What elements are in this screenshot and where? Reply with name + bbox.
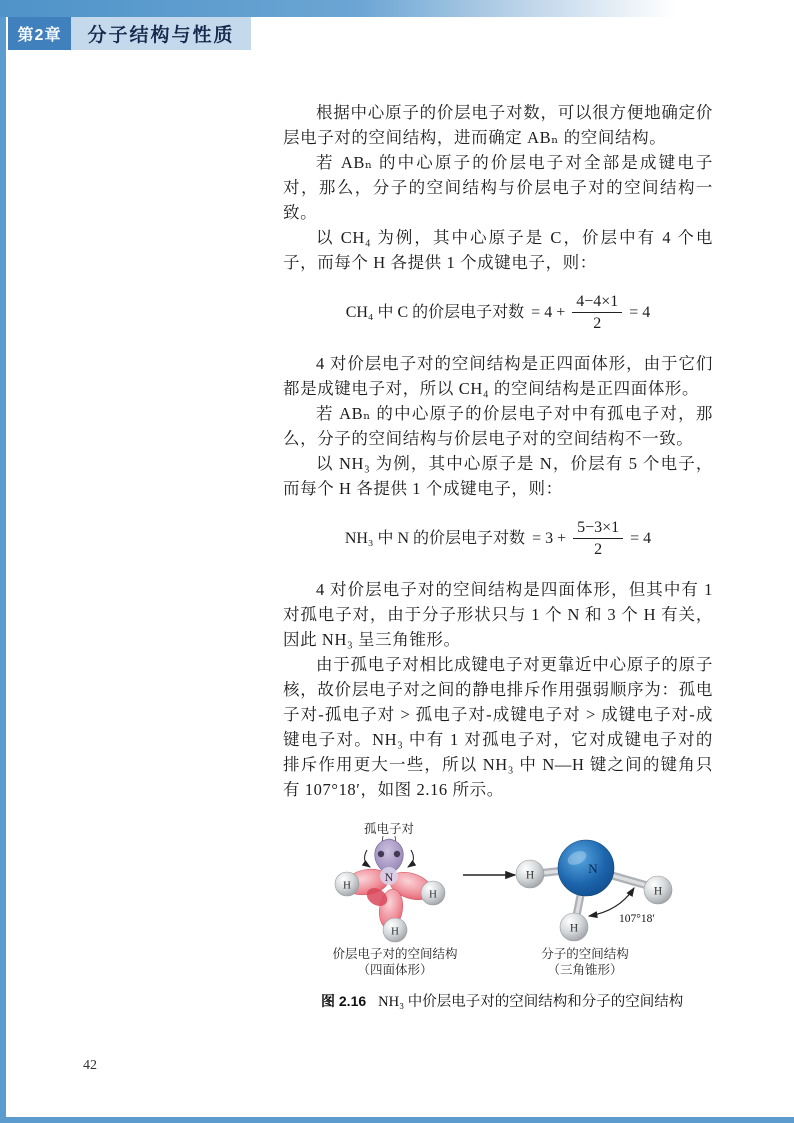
formula-lead: NH₃ 中 N 的价层电子对数	[344, 530, 526, 547]
nh3-structures-illustration	[311, 820, 711, 946]
hydrogen-label: H	[653, 885, 663, 898]
repulsion-arrow-icon	[365, 850, 370, 867]
hydrogen-label: H	[525, 869, 535, 882]
hydrogen-label: H	[429, 888, 437, 901]
formula-result: = 4	[630, 530, 652, 547]
hydrogen-label: H	[569, 922, 579, 935]
fraction-numerator: 4−4×1	[572, 292, 622, 313]
electron-dot	[394, 851, 400, 857]
repulsion-arrow-icon	[408, 850, 413, 867]
nitrogen-atom	[558, 840, 614, 896]
figure-caption-text: NH₃ 中价层电子对的空间结构和分子的空间结构	[378, 994, 684, 1010]
bond-angle-label: 107°18′	[619, 913, 655, 925]
formula-nh3-electron-pairs	[283, 518, 713, 559]
figure-caption	[321, 990, 723, 1011]
paragraph: 以 NH₃ 为例，其中心原子是 N，价层有 5 个电子，而每个 H 各提供 1 个成键电子，则：	[283, 454, 713, 498]
paragraph: 4 对价层电子对的空间结构是正四面体形，由于它们都是成键电子对，所以 CH₄ 的空间结构是正四面体形。	[283, 354, 713, 398]
caption-line: （四面体形）	[357, 963, 433, 977]
caption-line: 分子的空间结构	[541, 947, 629, 961]
header-gradient-strip	[0, 0, 794, 17]
figure-number: 图 2.16	[321, 993, 367, 1009]
left-structure-caption	[295, 946, 495, 978]
lone-pair-label: 孤电子对	[363, 822, 415, 836]
formula-mid: = 4 +	[531, 304, 566, 321]
fraction-denominator: 2	[593, 315, 602, 332]
vsepr-orbital-model	[335, 821, 445, 942]
paragraph: 根据中心原子的价层电子对数，可以很方便地确定价层电子对的空间结构，进而确定 ABₙ 的空间结构。	[283, 103, 713, 147]
fraction	[572, 292, 622, 333]
body-text-column	[283, 100, 713, 802]
fraction	[573, 518, 623, 559]
nitrogen-label: N	[384, 870, 394, 884]
paragraph: 若 ABₙ 的中心原子的价层电子对全部是成键电子对，那么，分子的空间结构与价层电子对的空间结构一致。	[283, 153, 713, 222]
right-structure-caption	[505, 946, 665, 978]
fraction-numerator: 5−3×1	[573, 518, 623, 539]
structure-captions	[283, 946, 723, 982]
formula-lead: CH₄ 中 C 的价层电子对数	[345, 304, 525, 321]
paragraph: 由于孤电子对相比成键电子对更靠近中心原子的原子核，故价层电子对之间的静电排斥作用强弱顺序为：孤电子对-孤电子对 > 孤电子对-成键电子对 > 成键电子对-成键电子对。NH₃ 中有 1 对孤电子对，它对成键电子对的排斥作用更大一些，所以 NH₃ 中 N—H 键之间的键角只有 107°18′，如图 2.16 所示。	[283, 655, 713, 799]
formula-result: = 4	[629, 304, 651, 321]
caption-line: （三角锥形）	[547, 963, 623, 977]
fraction-denominator: 2	[594, 541, 603, 558]
page-edge-strip-left	[0, 0, 6, 1123]
paragraph: 以 CH₄ 为例，其中心原子是 C，价层中有 4 个电子，而每个 H 各提供 1 个成键电子，则：	[283, 228, 713, 272]
caption-line: 价层电子对的空间结构	[332, 947, 458, 961]
electron-dot	[378, 851, 384, 857]
page-edge-strip-bottom	[0, 1117, 794, 1123]
hydrogen-label: H	[343, 879, 351, 892]
ball-and-stick-model	[516, 840, 672, 941]
formula-mid: = 3 +	[532, 530, 567, 547]
nitrogen-label: N	[588, 861, 598, 876]
chapter-title: 分子结构与性质	[71, 17, 251, 50]
paragraph: 4 对价层电子对的空间结构是四面体形，但其中有 1 对孤电子对，由于分子形状只与 1 个 N 和 3 个 H 有关，因此 NH₃ 呈三角锥形。	[283, 580, 713, 649]
paragraph: 若 ABₙ 的中心原子的价层电子对中有孤电子对，那么，分子的空间结构与价层电子对的空间结构不一致。	[283, 404, 713, 448]
figure-2-16	[283, 820, 723, 1011]
formula-ch4-electron-pairs	[283, 292, 713, 333]
chapter-badge: 第2章	[8, 17, 71, 50]
hydrogen-label: H	[391, 925, 399, 938]
page-number: 42	[83, 1058, 97, 1073]
